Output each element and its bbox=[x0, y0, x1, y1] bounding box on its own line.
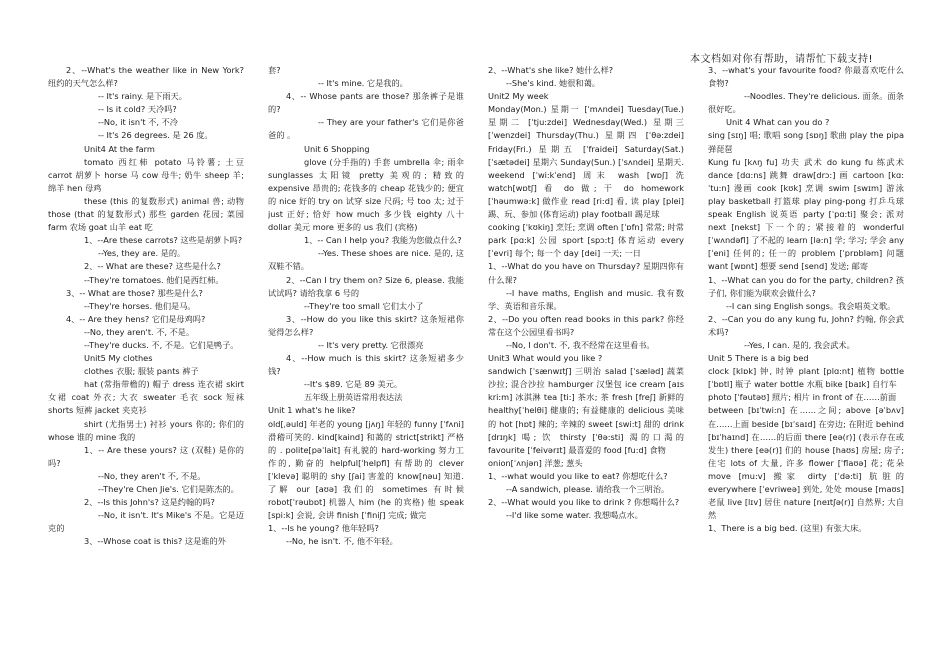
text-line: 3、--Whose coat is this? 这是谁的外 bbox=[84, 536, 226, 547]
text-line: --Yes. These shoes are nice. 是的, 这双鞋不错。 bbox=[268, 248, 464, 272]
column-1 bbox=[48, 64, 244, 664]
text-line: Unit 5 There is a big bed bbox=[708, 353, 809, 364]
text-line: --Yes, they are. 是的。 bbox=[98, 248, 186, 259]
column-4 bbox=[708, 64, 904, 664]
text-line: --She's kind. 她很和蔼。 bbox=[506, 78, 600, 89]
text-line: --They're too small 它们太小了 bbox=[304, 300, 424, 311]
text-line: onion[ˈʌnjən] 洋葱; 葱头 bbox=[488, 457, 583, 468]
text-line: Unit 4 What can you do ? bbox=[726, 117, 830, 128]
text-line: Unit 6 Shopping bbox=[304, 143, 370, 154]
text-line: --Yes, I can. 是的, 我会武术。 bbox=[744, 339, 855, 350]
text-line: 套? bbox=[268, 65, 281, 75]
text-line: --I'd like some water. 我想喝点水。 bbox=[506, 510, 643, 521]
text-line: 2、--Do you often read books in this park? 你经常在这个公园里看书吗? bbox=[488, 313, 684, 337]
text-line: clock [klɒk] 钟, 时钟 plant [plɑ:nt] 植物 bottle [ˈbɒtl] 瓶子 water bottle 水瓶 bike [baɪk] 自行车 bbox=[708, 366, 904, 390]
text-line: --No, they aren't 不, 不是。 bbox=[98, 470, 206, 481]
text-line: shirt (尤指男士) 衬衫 yours 你的; 你们的 whose 谁的 mine 我的 bbox=[48, 418, 244, 442]
text-line: between [bɪˈtwi:n] 在……之间; above [əˈbʌv] 在……上面 beside [bɪˈsaɪd] 在旁边; 在附近 behind [bɪˈhaɪnd] 在……的后面 there [eə(r)] (表示存在或发生) there [eə(r)] 们的 house [haʊs] 房屋; 房子; 住宅 lots of 大量, 许多 flower [ˈflaʊə] 花; 花朵 move [mu:v] 搬家 dirty [ˈdə:ti] 肮脏的 everywhere [ˈevriweə] 到处, 处处 mouse [maʊs] 老鼠 live [lɪv] 居住 nature [neɪtʃə(r)] 自然界; 大自然 bbox=[708, 405, 904, 521]
text-line: 1、--Are these carrots? 这些是胡萝卜吗? bbox=[84, 235, 243, 246]
text-line: 4、-- Whose pants are those? 那条裤子是谁的? bbox=[268, 91, 464, 115]
text-line: 1、--What can you do for the party, children? 孩子们, 你们能为联欢会做什么? bbox=[708, 274, 904, 298]
text-line: 1、--What do you have on Thursday? 星期四你有什么课? bbox=[488, 261, 684, 285]
text-line: 4、--How much is this skirt? 这条短裙多少钱? bbox=[268, 353, 464, 377]
text-line: sandwich [ˈsænwɪtʃ] 三明治 salad [ˈsæləd] 蔬菜沙拉; 混合沙拉 hamburger 汉堡包 ice cream [aɪs kri:m] 冰淇淋 tea [ti:] 茶水; 茶 fresh [freʃ] 新鲜的 healthy[ˈhelθi] 健康的; 有益健康的 delicious 美味的 hot [hɒt] 辣的; 辛辣的 sweet [swi:t] 甜的 drink [drɪŋk] 喝; 饮 thirsty [ˈθə:sti] 渴的口渴的 favourite [ˈfeivərɪt] 最喜爱的 food [fu:d] 食物 bbox=[488, 366, 684, 455]
text-line: 4、-- Are they hens? 它们是母鸡吗? bbox=[66, 313, 206, 324]
text-line: 1、--Is he young? 他年轻吗? bbox=[268, 523, 379, 534]
text-line: Kung fu [kʌŋ fu] 功夫 武术 do kung fu 练武术 dance [dɑ:ns] 跳舞 draw[drɔ:] 画 cartoon [kɑ:ˈtu:n] 漫画 cook [kʊk] 烹调 swim [swɪm] 游泳 play basketball 打篮球 play ping-pong 打乒乓球 speak English 说英语 party [ˈpɑ:ti] 聚会; 派对 next [nekst] 下一个的; 紧接着的 wonderful [ˈwʌndəfl] 了不起的 learn [lə:n] 学; 学习; 学会 any [ˈeni] 任何的; 任一的 problem [ˈprɒbləm] 问题 want [wɒnt] 想要 send [send] 发送; 邮寄 bbox=[708, 156, 904, 272]
text-line: --No, I don't. 不, 我不经常在这里看书。 bbox=[506, 339, 655, 350]
text-line: 2、--What would you like to drink ? 你想喝什么? bbox=[488, 497, 680, 508]
text-line: these (this 的复数形式) animal 兽; 动物 those (that 的复数形式) 那些 garden 花园; 菜园 farm 农场 goat 山羊 eat 吃 bbox=[48, 195, 244, 233]
text-line: 1、-- Are these yours? 这 (双鞋) 是你的吗? bbox=[48, 444, 244, 468]
text-line: 2、--Is this John's? 这是约翰的吗? bbox=[84, 497, 215, 508]
text-line: hat (常指带檐的) 帽子 dress 连衣裙 skirt 女裙 coat 外衣; 大衣 sweater 毛衣 sock 短袜 shorts 短裤 jacket 夹克衫 bbox=[48, 379, 244, 416]
text-line: old[ˌəuld] 年老的 young [jʌŋ] 年轻的 funny [ˈfʌni] 滑稽可笑的. kind[kaind] 和蔼的 strict[strikt] 严格的 . polite[pəˈlait] 有礼貌的 hard-working 努力工作的, 勤奋的 helpful[ˈhelpfl] 有帮助的 clever [ˈklevə] 聪明的 shy [ʃai] 害羞的 know[nəu] 知道. 了解 our [aʊə] 我们的 sometimes 有时候 robot[ˈrəubɒt] 机器人 him (he 的宾格) 他 speak [spi:k] 会说, 会讲 finish [ˈfiniʃ] 完成; 做完 bbox=[268, 418, 464, 521]
text-line: 2、--What's she like? 她什么样? bbox=[488, 65, 614, 75]
text-line: Unit3 What would you like ? bbox=[488, 353, 603, 364]
text-line: -- Is it cold? 天冷吗? bbox=[98, 104, 177, 115]
text-line: --No, it isn't. It's Mike's 不是。它是迈克的 bbox=[48, 510, 244, 534]
text-line: Unit4 At the farm bbox=[84, 143, 155, 154]
text-line: --No, he isn't. 不, 他不年轻。 bbox=[286, 536, 398, 547]
text-line: 2、--Can I try them on? Size 6, please. 我能试试吗? 请给我拿 6 号的 bbox=[268, 274, 464, 298]
text-line: 1、-- Can I help you? 我能为您做点什么? bbox=[304, 235, 462, 246]
text-line: 1、There is a big bed. (这里) 有张大床。 bbox=[708, 523, 867, 534]
text-line: glove (分手指的) 手套 umbrella 伞; 雨伞 sunglasses 太阳镜 pretty 美观的; 精致的 expensive 昂贵的; 花钱多的 cheap 花钱少的; 便宜的 nice 好的 try on 试穿 size 尺码; 号 too 太; 过于 just 正好; 恰好 how much 多少钱 eighty 八十 dollar 美元 more 更多的 us 我们 (宾格) bbox=[268, 156, 464, 233]
text-line: --I have maths, English and music. 我有数学、英语和音乐课。 bbox=[488, 287, 684, 311]
text-line: 1、--what would you like to eat? 你想吃什么? bbox=[488, 470, 668, 481]
text-line: --They're tomatoes. 他们是西红柿。 bbox=[84, 274, 224, 285]
text-line: 3、--How do you like this skirt? 这条短裙你觉得怎么样? bbox=[268, 313, 464, 337]
text-line: Unit5 My clothes bbox=[84, 353, 153, 364]
text-line: Unit 1 what's he like? bbox=[268, 405, 356, 416]
text-line: --They're Chen Jie's. 它们是陈杰的。 bbox=[98, 484, 239, 494]
text-line: --They're horses. 他们是马。 bbox=[84, 300, 196, 311]
text-line: 五年级上册英语常用表达法 bbox=[304, 392, 403, 403]
text-line: --Noodles. They're delicious. 面条。面条很好吃。 bbox=[708, 91, 904, 115]
text-line: 2、--Can you do any kung fu, John? 约翰, 你会武术吗? bbox=[708, 313, 904, 337]
text-line: -- It's very pretty. 它很漂亮 bbox=[318, 339, 424, 350]
text-line: -- It's rainy. 是下雨天。 bbox=[98, 91, 187, 102]
text-line: tomato 西红柿 potato 马铃薯; 土豆 carrot 胡萝卜 horse 马 cow 母牛; 奶牛 sheep 羊; 绵羊 hen 母鸡 bbox=[48, 156, 244, 193]
text-line: Monday(Mon.) 星期一 [ˈmʌndei] Tuesday(Tue.) 星期二 [ˈtju:zdei] Wednesday(Wed.) 星期三 [ˈwenzdei] Thursday(Thu.) 星期四 [ˈθə:zdei] Friday(Fri.) 星期五 [ˈfraidei] Saturday(Sat.)[ˈsætədei] 星期六 Sunday(Sun.) [ˈsʌndei] 星期天. weekend [ˈwi:kˈend] 周末 wash [wɒʃ] 洗 watch[wɒtʃ] 看 do 做; 干 do homework [ˈhəumwə:k] 做作业 read [ri:d] 看, 读 play [plei] 踢、玩、参加 (体育运动) play football 踢足球 bbox=[488, 104, 684, 220]
text-line: -- It's mine. 它是我的。 bbox=[318, 78, 408, 89]
download-note: 本文档如对你有帮助，请帮忙下载支持! bbox=[690, 54, 874, 65]
text-line: --A sandwich, please. 请给我一个三明治。 bbox=[506, 484, 670, 494]
text-line: --It's $89. 它是 89 美元。 bbox=[304, 379, 403, 390]
text-line: photo [ˈfəutəʊ] 照片; 相片 in front of 在……前面 bbox=[708, 392, 897, 403]
text-line: sing [sɪŋ] 唱; 歌唱 song [sɒŋ] 歌曲 play the pipa 弹琵琶 bbox=[708, 130, 904, 154]
text-line: clothes 衣服; 服装 pants 裤子 bbox=[84, 366, 199, 377]
text-line: --No, it isn't 不, 不冷 bbox=[98, 117, 178, 128]
text-line: 2、-- What are these? 这些是什么? bbox=[84, 261, 221, 272]
text-line: -- It's 26 degrees. 是 26 度。 bbox=[98, 130, 213, 141]
column-3 bbox=[488, 64, 684, 664]
text-line: --I can sing English songs。我会唱英文歌。 bbox=[726, 300, 896, 311]
text-line: -- They are your father's 它们是你爸爸的 。 bbox=[268, 117, 464, 141]
text-line: 3、--what's your favourite food? 你最喜欢吃什么食物? bbox=[708, 65, 904, 89]
text-line: 2、--What's the weather like in New York? 纽约的天气怎么样? bbox=[48, 65, 244, 89]
text-line: Unit2 My week bbox=[488, 91, 549, 102]
column-2 bbox=[268, 64, 464, 664]
text-line: --No, they aren't. 不, 不是。 bbox=[84, 326, 195, 337]
text-line: cooking [ˈkʊkiŋ] 烹饪; 烹调 often [ˈɒfn] 常常; 时常 park [pɑ:k] 公园 sport [spɔ:t] 体育运动 every [ˈevri] 每个; 每一个 day [dei] 一天; 一日 bbox=[488, 222, 684, 259]
text-line: 3、-- What are those? 那些是什么? bbox=[66, 287, 203, 298]
text-line: --They're ducks. 不, 不是。它们是鸭子。 bbox=[84, 339, 239, 350]
